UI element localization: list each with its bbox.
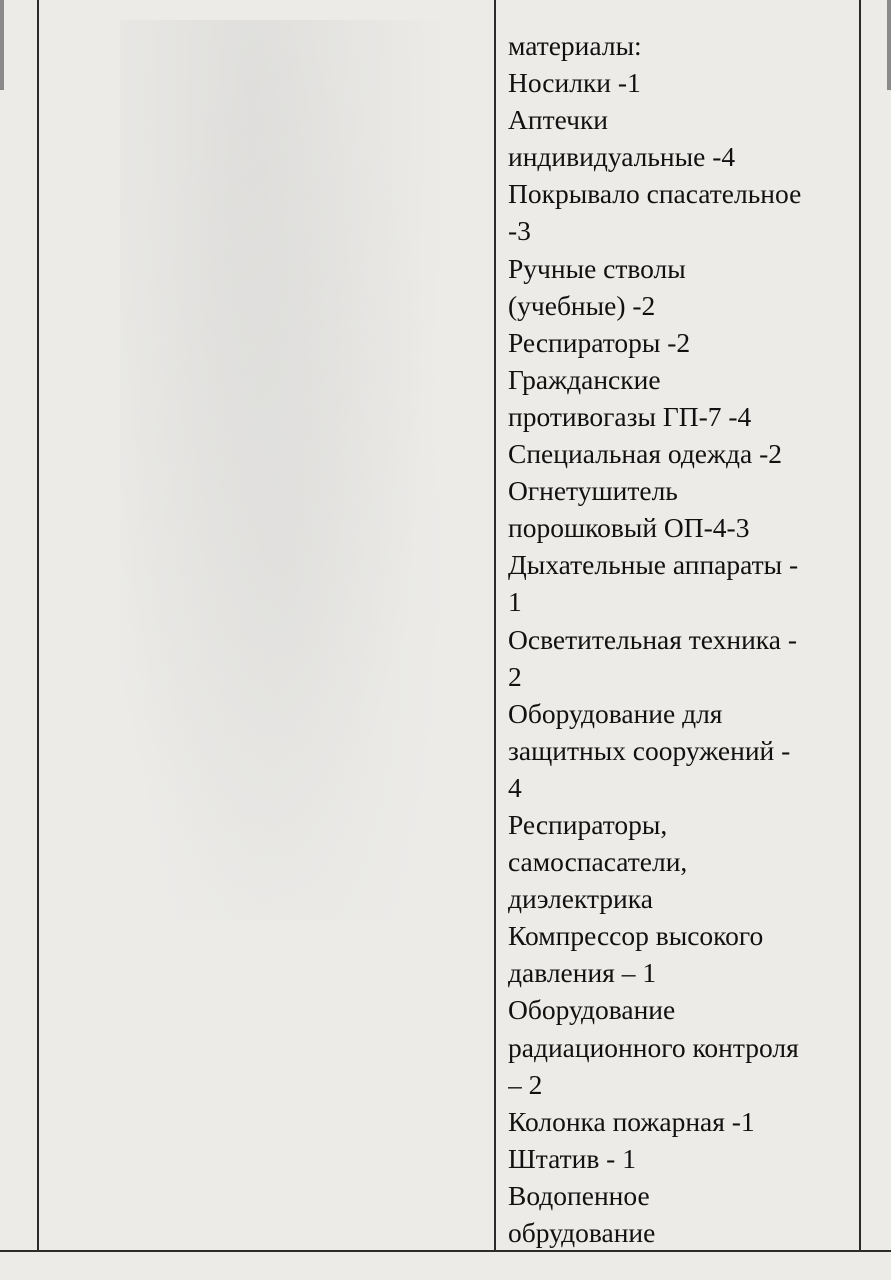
equipment-list-line: Оборудование для <box>508 697 723 729</box>
equipment-list-line: самоспасатели, <box>508 846 688 878</box>
table-border-right <box>859 0 861 1250</box>
equipment-list-line: Колонка пожарная -1 <box>508 1105 755 1137</box>
bleed-through-shadow <box>120 20 450 920</box>
equipment-list-line: Респираторы -2 <box>508 326 691 358</box>
equipment-list-line: Гражданские <box>508 363 661 395</box>
equipment-list-line: Штатив - 1 <box>508 1142 636 1174</box>
equipment-list-line: Дыхательные аппараты - <box>508 549 799 581</box>
equipment-list-line: порошковый ОП-4-3 <box>508 512 750 544</box>
equipment-list-line: Специальная одежда -2 <box>508 438 782 470</box>
equipment-list-line: -3 <box>508 215 531 247</box>
equipment-list-line: Огнетушитель <box>508 475 678 507</box>
equipment-list-line: давления – 1 <box>508 957 657 989</box>
equipment-list-line: 2 <box>508 660 522 692</box>
equipment-list-line: (учебные) -2 <box>508 289 656 321</box>
equipment-list-line: Ручные стволы <box>508 252 686 284</box>
equipment-list-line: индивидуальные -4 <box>508 141 736 173</box>
equipment-list-line: Оборудование <box>508 994 676 1026</box>
equipment-list-line: 1 <box>508 586 522 618</box>
equipment-list-line: Аптечки <box>508 104 609 136</box>
equipment-list-cell <box>508 27 856 1249</box>
table-border-bottom <box>0 1250 891 1252</box>
equipment-list-line: Водопенное <box>508 1179 650 1211</box>
equipment-list-line: материалы: <box>508 30 642 61</box>
left-edge-mark <box>0 0 4 90</box>
right-edge-mark <box>887 0 891 90</box>
table-border-middle <box>494 0 496 1250</box>
equipment-list-line: Носилки -1 <box>508 67 641 99</box>
equipment-list-line: радиационного контроля <box>508 1031 799 1063</box>
table-border-left <box>37 0 39 1250</box>
equipment-list-line: противогазы ГП-7 -4 <box>508 400 752 432</box>
equipment-list-line: Покрывало спасательное <box>508 178 802 210</box>
equipment-list-line: Осветительная техника - <box>508 623 797 655</box>
equipment-list-line: – 2 <box>508 1068 543 1100</box>
equipment-list-line: обрудование <box>508 1217 656 1248</box>
equipment-list-line: защитных сооружений - <box>508 734 791 766</box>
equipment-list-line: Респираторы, <box>508 808 668 840</box>
equipment-list-line: диэлектрика <box>508 883 653 915</box>
equipment-list-line: Компрессор высокого <box>508 920 764 952</box>
equipment-list-line: 4 <box>508 771 522 803</box>
